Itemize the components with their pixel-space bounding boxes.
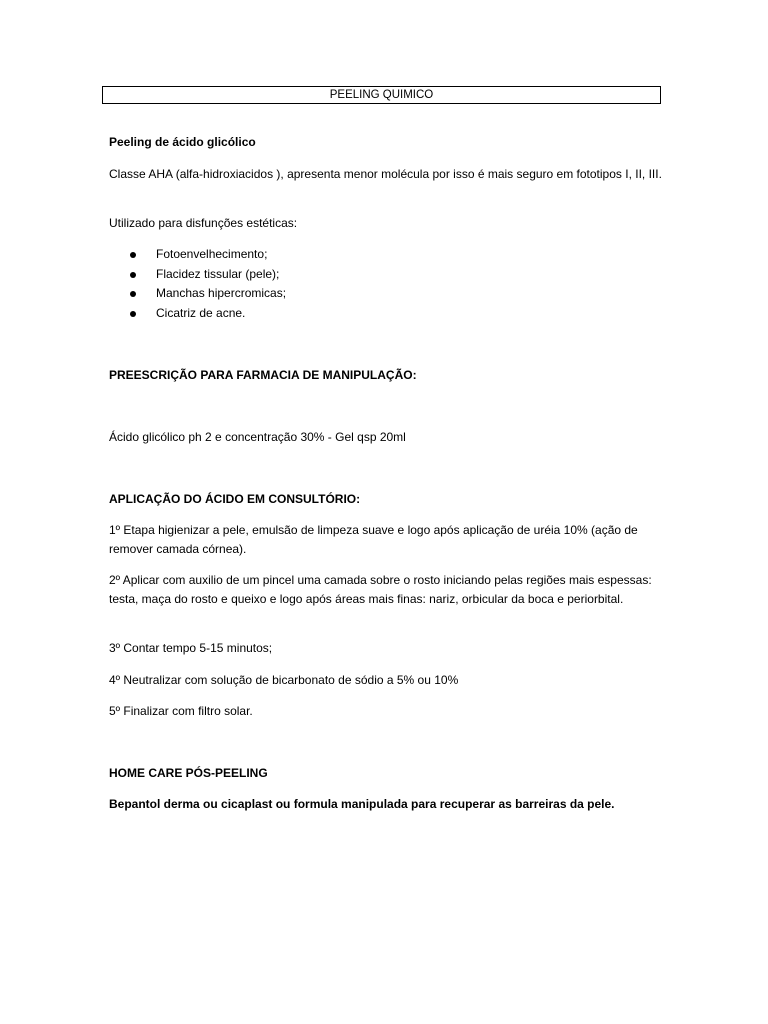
uses-heading: Utilizado para disfunções estéticas: bbox=[109, 216, 298, 230]
intro-paragraph: Classe AHA (alfa-hidroxiacidos ), apresenta menor molécula por isso é mais seguro em fototipos I, II, III. bbox=[109, 167, 662, 181]
step-4: 4º Neutralizar com solução de bicarbonato de sódio a 5% ou 10% bbox=[109, 673, 459, 687]
bullet-icon bbox=[130, 311, 136, 317]
step-3: 3º Contar tempo 5-15 minutos; bbox=[109, 641, 273, 655]
prescription-heading: PREESCRIÇÃO PARA FARMACIA DE MANIPULAÇÃO: bbox=[109, 368, 417, 382]
section-subtitle: Peeling de ácido glicólico bbox=[109, 135, 256, 149]
application-heading: APLICAÇÃO DO ÁCIDO EM CONSULTÓRIO: bbox=[109, 492, 361, 506]
step-5: 5º Finalizar com filtro solar. bbox=[109, 704, 253, 718]
document-title: PEELING QUIMICO bbox=[102, 86, 661, 104]
step-1: 1º Etapa higienizar a pele, emulsão de limpeza suave e logo após aplicação de uréia 10% (ação de remover camada córnea). bbox=[109, 523, 638, 556]
homecare-heading: HOME CARE PÓS-PEELING bbox=[109, 766, 268, 780]
list-item: Manchas hipercromicas; bbox=[109, 284, 286, 304]
list-item: Fotoenvelhecimento; bbox=[109, 245, 286, 265]
homecare-text: Bepantol derma ou cicaplast ou formula manipulada para recuperar as barreiras da pele. bbox=[109, 797, 615, 811]
list-item: Cicatriz de acne. bbox=[109, 304, 286, 324]
prescription-text: Ácido glicólico ph 2 e concentração 30% - Gel qsp 20ml bbox=[109, 430, 406, 444]
bullet-icon bbox=[130, 291, 136, 297]
step-2: 2º Aplicar com auxilio de um pincel uma camada sobre o rosto iniciando pelas regiões mais espessas: testa, maça do rosto e queixo e logo após áreas mais finas: nariz, orbicular da boca e periorbital. bbox=[109, 573, 652, 606]
uses-list bbox=[109, 245, 286, 324]
bullet-icon bbox=[130, 272, 136, 278]
bullet-icon bbox=[130, 252, 136, 258]
list-item: Flacidez tissular (pele); bbox=[109, 265, 286, 285]
